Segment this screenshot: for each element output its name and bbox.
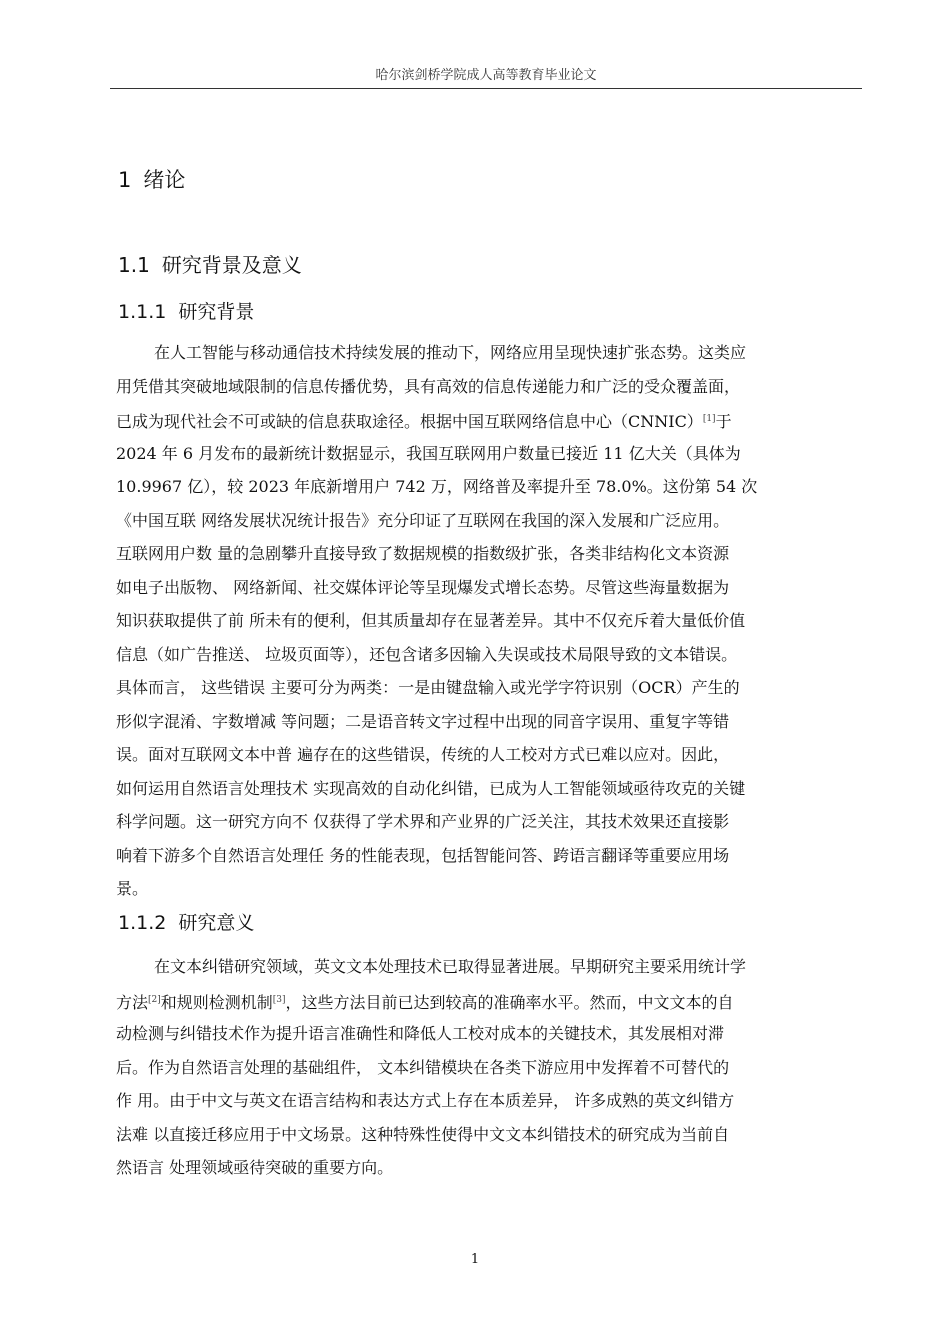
paragraph-line: 如何运用自然语言处理技术 实现高效的自动化纠错，已成为人工智能领域亟待攻克的关键 [116, 778, 746, 798]
paragraph-line: 在文本纠错研究领域，英文文本处理技术已取得显著进展。早期研究主要采用统计学 [154, 957, 747, 976]
page-header: 哈尔滨剑桥学院成人高等教育毕业论文 [375, 68, 597, 83]
paragraph-line: 误。面对互联网文本中普 遍存在的这些错误，传统的人工校对方式已难以应对。因此， [116, 745, 730, 764]
paragraph-line: 《中国互联 网络发展状况统计报告》充分印证了互联网在我国的深入发展和广泛应用。 [116, 510, 730, 530]
paragraph-line [116, 403, 862, 437]
paragraph-line: 然语言 处理领域亟待突破的重要方向。 [116, 1158, 394, 1177]
paragraph-line-text: 方法 [116, 992, 149, 1012]
paragraph-line [116, 984, 862, 1018]
subsection-title: 研究意义 [178, 912, 255, 934]
paragraph-line: 法难 以直接迁移应用于中文场景。这种特殊性使得中文文本纠错技术的研究成为当前自 [116, 1124, 730, 1144]
paragraph-significance [116, 950, 862, 1185]
paragraph-line: 作 用。由于中文与英文在语言结构和表达方式上存在本质差异， 许多成熟的英文纠错方 [116, 1091, 735, 1110]
subsection-title: 研究背景 [178, 301, 255, 323]
header-divider [110, 88, 862, 89]
paragraph-line: 后。作为自然语言处理的基础组件， 文本纠错模块在各类下游应用中发挥着不可替代的 [116, 1057, 730, 1077]
subsection-heading-background [118, 297, 254, 324]
paragraph-line: 在人工智能与移动通信技术持续发展的推动下，网络应用呈现快速扩张态势。这类应 [154, 343, 747, 362]
paragraph-line: 10.9967 亿），较 2023 年底新增用户 742 万，网络普及率提升至 78.0%。这份第 54 次 [116, 477, 758, 496]
paragraph-line-text: 已成为现代社会不可或缺的信息获取途径。根据中国互联网络信息中心（CNNIC） [116, 412, 703, 431]
paragraph-line: 用凭借其突破地域限制的信息传播优势，具有高效的信息传递能力和广泛的受众覆盖面， [116, 376, 741, 396]
paragraph-line: 具体而言， 这些错误 主要可分为两类：一是由键盘输入或光学字符识别（OCR）产生的 [116, 678, 740, 697]
section-heading [118, 249, 302, 278]
section-title: 研究背景及意义 [161, 253, 302, 277]
citation-marker: [3] [272, 994, 286, 1005]
paragraph-line: 信息（如广告推送、 垃圾页面等），还包含诸多因输入失误或技术局限导致的文本错误。 [116, 644, 738, 664]
paragraph-line: 如电子出版物、 网络新闻、社交媒体评论等呈现爆发式增长态势。尽管这些海量数据为 [116, 577, 730, 597]
chapter-number: 1 [118, 168, 132, 192]
subsection-number: 1.1.1 [118, 301, 167, 323]
page-number: 1 [470, 1252, 480, 1267]
paragraph-line: 动检测与纠错技术作为提升语言准确性和降低人工校对成本的关键技术，其发展相对滞 [116, 1024, 725, 1043]
paragraph-line: 科学问题。这一研究方向不 仅获得了学术界和产业界的广泛关注，其技术效果还直接影 [116, 812, 730, 831]
paragraph-background [116, 336, 862, 906]
paragraph-line: 响着下游多个自然语言处理任 务的性能表现，包括智能问答、跨语言翻译等重要应用场 [116, 845, 730, 865]
paragraph-line: 知识获取提供了前 所未有的便利，但其质量却存在显著差异。其中不仅充斥着大量低价值 [116, 611, 746, 630]
section-number: 1.1 [118, 253, 150, 277]
subsection-heading-significance [118, 908, 254, 935]
paragraph-line-text: ，这些方法目前已达到较高的准确率水平。然而，中文文本的自 [285, 992, 734, 1012]
chapter-heading [118, 164, 185, 194]
paragraph-line: 互联网用户数 量的急剧攀升直接导致了数据规模的指数级扩张，各类非结构化文本资源 [116, 544, 730, 563]
paragraph-line: 2024 年 6 月发布的最新统计数据显示，我国互联网用户数量已接近 11 亿大关（具体为 [116, 443, 741, 463]
paragraph-line: 景。 [116, 879, 149, 898]
paragraph-line-text: 和规则检测机制 [160, 992, 273, 1012]
citation-marker: [2] [148, 994, 161, 1005]
citation-marker: [1] [702, 414, 716, 424]
subsection-number: 1.1.2 [118, 912, 167, 934]
paragraph-line-text: 于 [715, 412, 732, 431]
chapter-title: 绪论 [143, 168, 186, 192]
paragraph-line: 形似字混淆、字数增减 等问题；二是语音转文字过程中出现的同音字误用、重复字等错 [116, 711, 730, 731]
